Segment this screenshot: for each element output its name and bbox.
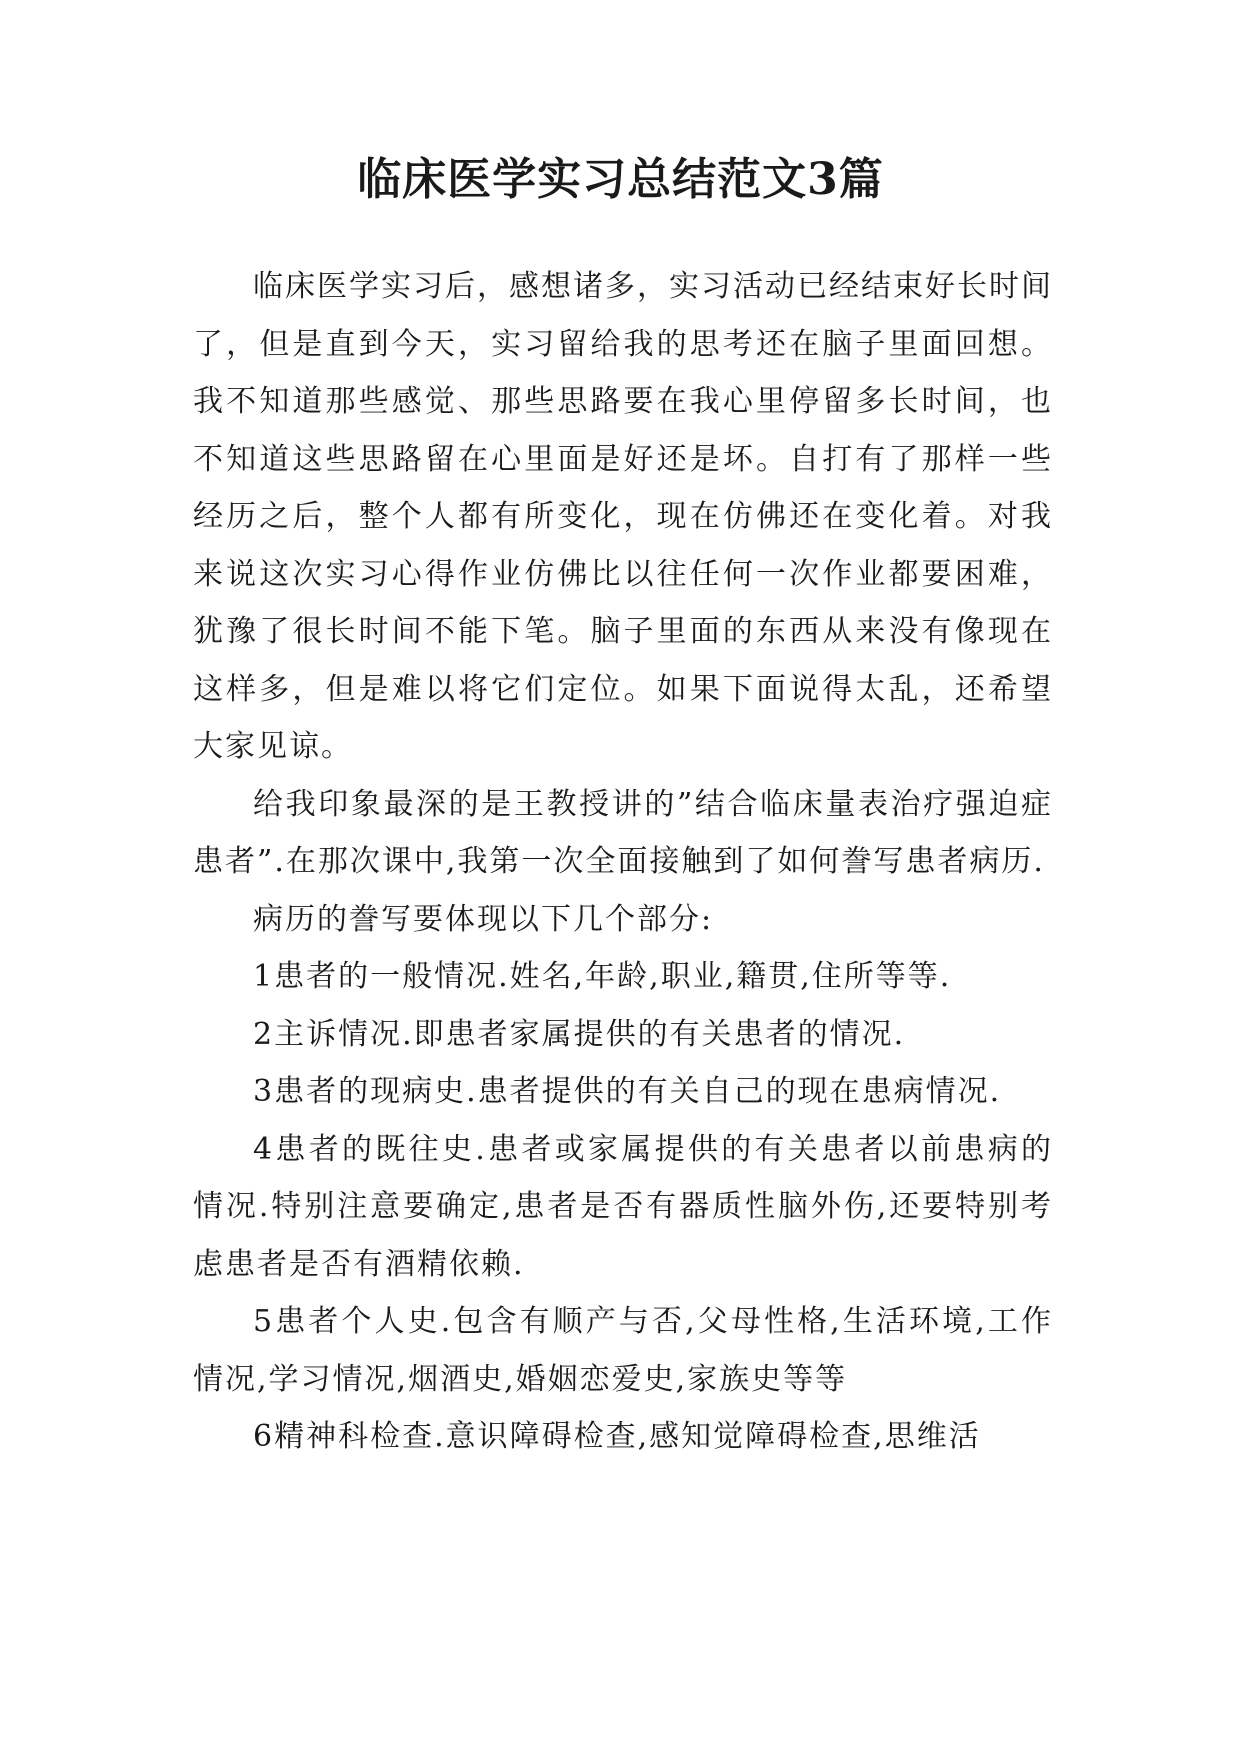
list-item-present-illness: 3患者的现病史.患者提供的有关自己的现在患病情况.: [253, 1074, 1002, 1109]
paragraph-intro: 临床医学实习后，感想诸多，实习活动已经结束好长时间了，但是直到今天，实习留给我的思考还在脑子里面回想。我不知道那些感觉、那些思路要在我心里停留多长时间，也不知道这些思路留在心里面是好还是坏。自打有了那样一些经历之后，整个人都有所变化，现在仿佛还在变化着。对我来说这次实习心得作业仿佛比以往任何一次作业都要困难，犹豫了很长时间不能下笔。脑子里面的东西从来没有像现在这样多，但是难以将它们定位。如果下面说得太乱，还希望大家见谅。: [193, 269, 1053, 764]
list-item-chief-complaint: 2主诉情况.即患者家属提供的有关患者的情况.: [253, 1016, 906, 1052]
document-body: [193, 258, 1053, 1466]
document-title: 临床医学实习总结范文3篇: [357, 154, 884, 205]
list-item-personal-history: 5患者个人史.包含有顺产与否,父母性格,生活环境,工作情况,学习情况,烟酒史,婚姻恋爱史,家族史等等: [193, 1304, 1053, 1397]
list-item-psychiatric-exam: 6精神科检查.意识障碍检查,感知觉障碍检查,思维活: [253, 1419, 981, 1454]
paragraph-impression: 给我印象最深的是王教授讲的”结合临床量表治疗强迫症患者”.在那次课中,我第一次全面接触到了如何誊写患者病历.: [193, 786, 1053, 879]
list-item-past-history: 4患者的既往史.患者或家属提供的有关患者以前患病的情况.特别注意要确定,患者是否有器质性脑外伤,还要特别考虑患者是否有酒精依赖.: [193, 1131, 1053, 1282]
list-item-general-info: 1患者的一般情况.姓名,年龄,职业,籍贯,住所等等.: [253, 959, 952, 994]
paragraph-record-parts: 病历的誊写要体现以下几个部分:: [253, 901, 714, 937]
